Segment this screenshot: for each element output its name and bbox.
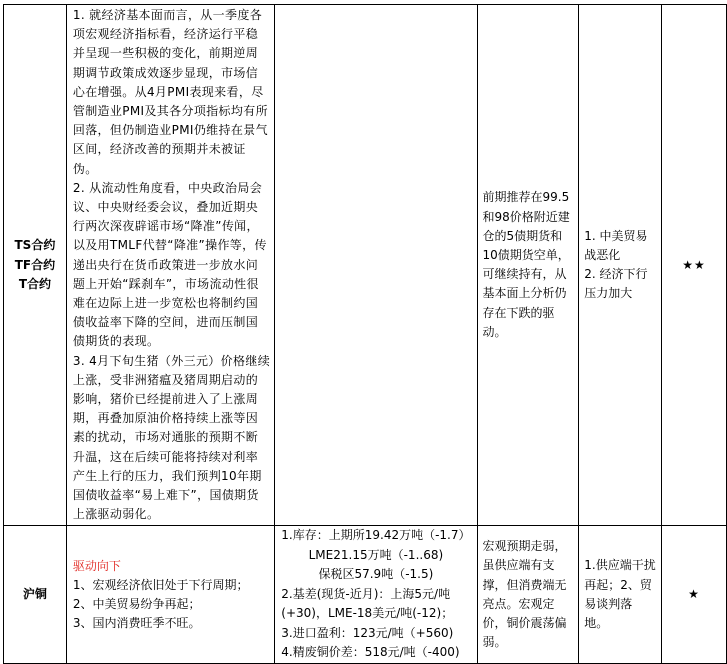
risk-cell-treasury [579,5,662,526]
star-rating: ★ [688,587,700,602]
inventory-line-6: 4.精废铜价差：518元/吨（-400) [281,645,460,660]
inventory-line-3: 保税区57.9吨（-1.5) [318,567,434,582]
inventory-line-2: LME21.15万吨（-1..68) [308,547,444,562]
inventory-line-1: 1.库存：上期所19.42万吨（-1.7） [281,528,471,543]
copper-point-3: 3、国内消费旺季不旺。 [72,615,201,630]
contract-label-ts: TS合约 [14,238,56,253]
contract-label-copper: 沪铜 [22,587,47,602]
analysis-cell-copper [66,526,274,664]
rating-cell-treasury [662,5,727,526]
risk-item-2: 2. 经济下行压力加大 [584,267,648,301]
contract-label-t: T合约 [18,276,52,291]
copper-point-1: 1、宏观经济依旧处于下行周期； [72,577,249,592]
inventory-line-5: 3.进口盈利：123元/吨（+560) [281,625,454,640]
risk-cell-copper [579,526,662,664]
futures-strategy-table [3,4,727,664]
view-text-treasury: 前期推荐在99.5和98价格附近建仓的5债期货和10债期货空单，可继续持有，从基本面上分析仍存在下跌的驱动。 [482,190,570,339]
analysis-cell-treasury [66,5,274,526]
star-rating: ★★ [682,257,706,272]
table-row-treasury [4,5,727,526]
view-cell-treasury [477,5,579,526]
copper-point-2: 2、中美贸易纷争再起； [72,596,201,611]
inventory-cell-copper [275,526,477,664]
risk-item-1: 1. 中美贸易战恶化 [584,228,648,263]
inventory-line-4: 2.基差(现货-近月)：上海5元/吨(+30)，LME-18美元/吨(-12)； [281,586,454,621]
contract-label-tf: TF合约 [14,257,56,272]
rating-cell-copper [662,526,727,664]
inventory-cell-treasury [275,5,477,526]
view-cell-copper [477,526,579,664]
analysis-point-3: 3. 4月下旬生猪（外三元）价格继续上涨，受非洲猪瘟及猪周期启动的影响，猪价已经提前进入了上涨周期，再叠加原油价格持续上涨等因素的扰动，市场对通胀的预期不断升温，这在后续可能将持续对利率产生上行的压力，我们预判10年期国债收益率“易上难下”，国债期货上涨驱动弱化。 [72,353,271,522]
drive-direction: 驱动向下 [72,558,121,573]
table-row-copper [4,526,727,664]
contract-cell-copper [4,526,67,664]
analysis-point-2: 2. 从流动性角度看，中央政治局会议、中央财经委会议，叠加近期央行两次深夜辟谣市场“降准”传闻，以及用TMLF代替“降准”操作等，传递出央行在货币政策进一步放水问题上开始“踩刹车”，市场流动性很难在边际上进一步宽松也将制约国债收益率下降的空间，进而压制国债期货的表现。 [72,180,267,349]
view-text-copper: 宏观预期走弱，虽供应端有支撑，但消费端无亮点。宏观定价，铜价震荡偏弱。 [482,539,567,650]
analysis-point-1: 1. 就经济基本面而言，从一季度各项宏观经济指标看，经济运行平稳并呈现一些积极的变化，前期逆周期调节政策成效逐步显现，市场信心在增强。从4月PMI表现来看，尽管制造业PMI及其各分项指标均有所回落，但仍制造业PMI仍维持在景气区间，经济改善的预期并未被证伪。 [72,8,268,176]
risk-item-copper: 1.供应端干扰再起；2、贸易谈判落地。 [584,558,656,630]
contract-cell-treasury [4,5,67,526]
